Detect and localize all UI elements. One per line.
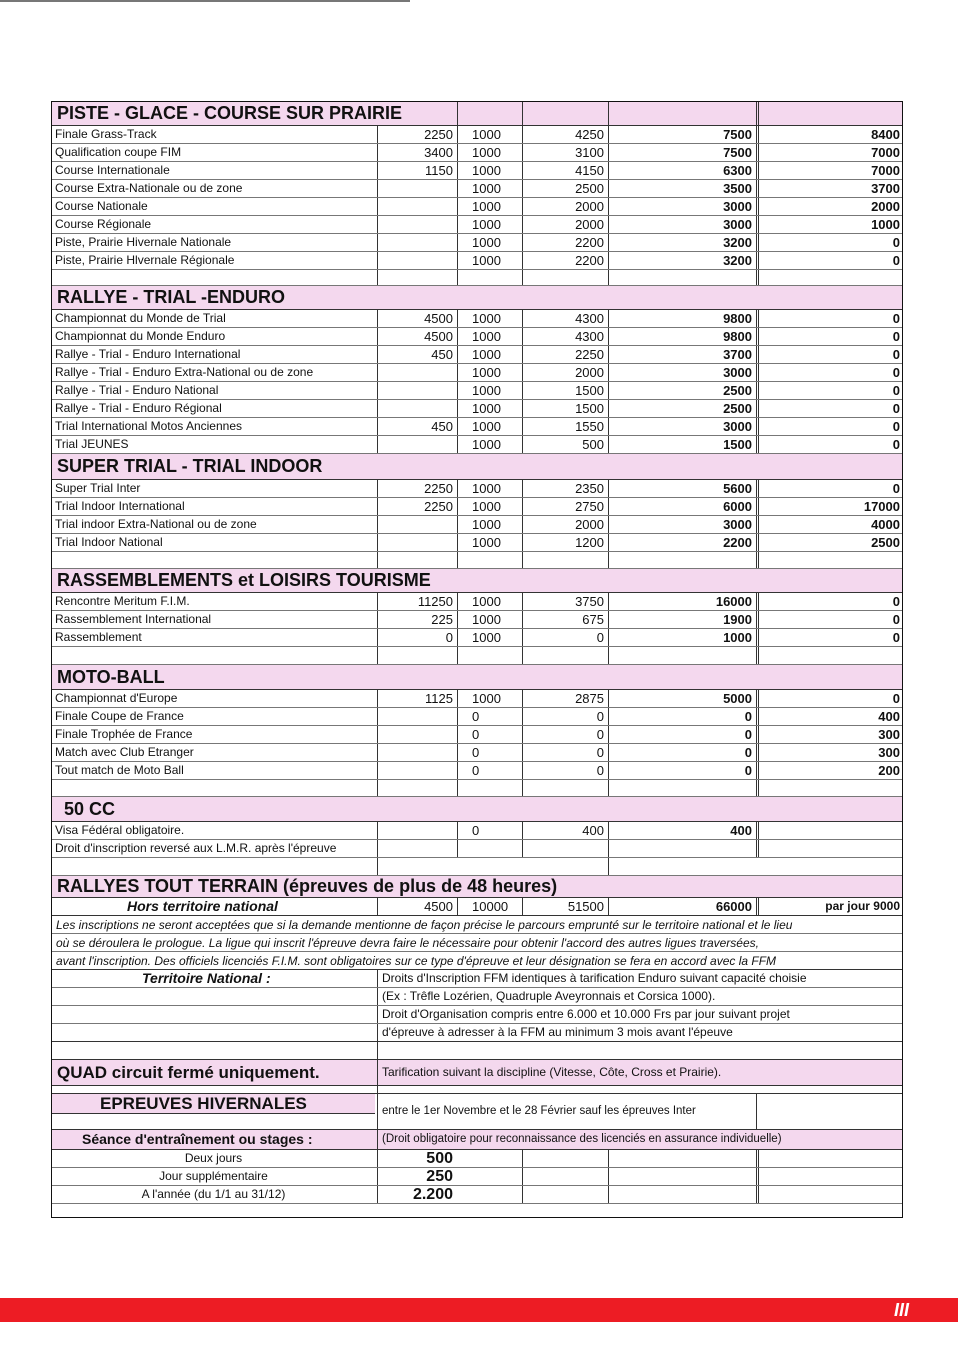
cell: 4150 [522, 162, 608, 179]
table-row [52, 382, 902, 400]
hivernales-text: entre le 1er Novembre et le 28 Février sauf les épreuves Inter [377, 1094, 757, 1129]
cell: 0 [756, 436, 903, 453]
table-row [52, 252, 902, 270]
cell: 7000 [756, 144, 903, 161]
cell: 0 [457, 708, 522, 725]
section-title: RASSEMBLEMENTS et LOISIRS TOURISME [57, 570, 431, 590]
cell: 500 [522, 436, 608, 453]
cell: 0 [608, 708, 756, 725]
cell: 3100 [522, 144, 608, 161]
section-title: PISTE - GLACE - COURSE SUR PRAIRIE [57, 103, 403, 123]
cell [522, 840, 608, 857]
cell [377, 516, 457, 533]
cell: 8400 [756, 126, 903, 143]
table-row [52, 180, 902, 198]
table-row [52, 516, 902, 534]
cell: 1000 [457, 346, 522, 363]
cell: 3200 [608, 252, 756, 269]
cell: 1000 [457, 216, 522, 233]
cell: 0 [608, 744, 756, 761]
cell: 4300 [522, 310, 608, 327]
row-label: Finale Trophée de France [55, 727, 193, 741]
cell: 0 [377, 629, 457, 646]
cell: 1000 [457, 328, 522, 345]
note-line: où se déroulera le prologue. La ligue qui inscrit l'épreuve devra faire le nécessaire pour obtenir l'accord des autres ligues traversées, [52, 934, 902, 952]
section-title: SUPER TRIAL - TRIAL INDOOR [57, 456, 323, 476]
table-row [52, 436, 902, 454]
row-label: Rencontre Meritum F.I.M. [55, 594, 190, 608]
cell: 6300 [608, 162, 756, 179]
row-label: Droit d'inscription reversé aux L.M.R. après l'épreuve [55, 841, 337, 855]
table-row [52, 418, 902, 436]
cell: 6000 [608, 498, 756, 515]
cell: 10000 [457, 898, 522, 915]
cell: 1000 [457, 180, 522, 197]
cell: 3000 [608, 516, 756, 533]
cell: 2750 [522, 498, 608, 515]
cell [377, 180, 457, 197]
cell [377, 400, 457, 417]
cell: 16000 [608, 593, 756, 610]
row-label: Tout match de Moto Ball [55, 763, 184, 777]
cell: 1000 [457, 516, 522, 533]
table-row [52, 310, 902, 328]
cell: 300 [756, 744, 903, 761]
row-label: Course Extra-Nationale ou de zone [55, 181, 243, 195]
territoire-line: Droit d'Organisation compris entre 6.000 et 10.000 Frs par jour suivant projet [377, 1006, 902, 1023]
row-label: Rallye - Trial - Enduro National [55, 383, 219, 397]
cell: 0 [756, 252, 903, 269]
cell: 1000 [608, 629, 756, 646]
cell: 1000 [457, 629, 522, 646]
row-label: Trial Indoor International [55, 499, 185, 513]
note-line: avant l'inscription. Des officiels licenciés F.I.M. sont obligatoires sur ce type d'épreuve et leur désignation se fera en accord avec la FFM [52, 952, 902, 970]
page-number: III [893, 1300, 909, 1320]
cell: 2000 [756, 198, 903, 215]
table-row [52, 198, 902, 216]
cell: 3000 [608, 418, 756, 435]
table-row [52, 690, 902, 708]
table-row [52, 216, 902, 234]
cell: 4500 [377, 898, 457, 915]
row-label: Trial Indoor National [55, 535, 163, 549]
cell: 4300 [522, 328, 608, 345]
row-label: A l'année (du 1/1 au 31/12) [141, 1187, 286, 1201]
cell: 2000 [522, 516, 608, 533]
cell: 3200 [608, 234, 756, 251]
cell [756, 822, 903, 839]
cell: 0 [522, 744, 608, 761]
cell: 3700 [608, 346, 756, 363]
cell: 0 [608, 726, 756, 743]
cell: 0 [522, 762, 608, 779]
table-row [52, 328, 902, 346]
section-title: 50 CC [64, 798, 116, 819]
cell: 1000 [457, 418, 522, 435]
seance-title: Séance d'entraînement ou stages : [82, 1131, 313, 1147]
cell: 0 [756, 400, 903, 417]
top-rule [0, 0, 410, 2]
row-label: Championnat d'Europe [55, 691, 178, 705]
cell: 0 [457, 822, 522, 839]
cell: 2500 [608, 382, 756, 399]
cell: 3000 [608, 364, 756, 381]
cell: 0 [522, 726, 608, 743]
rallyes-subtitle: Hors territoire national [127, 898, 278, 914]
cell: 1000 [457, 198, 522, 215]
cell: 0 [756, 690, 903, 707]
cell [377, 364, 457, 381]
row-label: Super Trial Inter [55, 481, 141, 495]
cell: 400 [608, 822, 756, 839]
cell: par jour 9000 [756, 898, 903, 915]
cell: 3750 [522, 593, 608, 610]
cell: 0 [756, 611, 903, 628]
rallyes-header [52, 876, 902, 898]
cell: 2000 [522, 198, 608, 215]
cell: 0 [756, 346, 903, 363]
table-row [52, 162, 902, 180]
quad-title: QUAD circuit fermé uniquement. [57, 1062, 320, 1082]
section-header [52, 797, 902, 822]
territoire-line: d'épreuve à adresser à la FFM au minimum 3 mois avant l'épeuve [377, 1024, 902, 1041]
cell: 2500 [608, 400, 756, 417]
seance-text: (Droit obligatoire pour reconnaissance des licenciés en assurance individuelle) [377, 1130, 902, 1149]
cell: 0 [608, 762, 756, 779]
cell: 200 [756, 762, 903, 779]
table-row [52, 593, 902, 611]
territoire-line: (Ex : Trêfle Lozérien, Quadruple Aveyronnais et Corsica 1000). [377, 988, 902, 1005]
cell [457, 840, 522, 857]
cell: 17000 [756, 498, 903, 515]
row-label: Championnat du Monde Enduro [55, 329, 226, 343]
cell: 1000 [457, 611, 522, 628]
cell: 2500 [522, 180, 608, 197]
cell: 1500 [608, 436, 756, 453]
cell: 0 [457, 762, 522, 779]
cell [377, 216, 457, 233]
section-title: RALLYE - TRIAL -ENDURO [57, 287, 286, 307]
cell: 2350 [522, 480, 608, 497]
row-label: Course Nationale [55, 199, 148, 213]
hivernales-row [52, 1094, 902, 1130]
seance-row [52, 1130, 902, 1150]
territoire-row [52, 970, 902, 988]
table-row [52, 840, 902, 858]
cell: 1000 [457, 310, 522, 327]
cell: 5600 [608, 480, 756, 497]
cell [377, 726, 457, 743]
cell: 1150 [377, 162, 457, 179]
cell: 3000 [608, 216, 756, 233]
table-row [52, 744, 902, 762]
table-row [52, 1150, 902, 1168]
cell: 675 [522, 611, 608, 628]
cell: 7500 [608, 144, 756, 161]
cell: 0 [756, 234, 903, 251]
cell: 400 [522, 822, 608, 839]
cell: 2250 [377, 498, 457, 515]
cell: 500 [377, 1150, 457, 1167]
section-header [52, 286, 902, 310]
cell: 450 [377, 346, 457, 363]
cell [377, 436, 457, 453]
cell: 3700 [756, 180, 903, 197]
section-title: MOTO-BALL [57, 666, 165, 687]
cell: 0 [756, 629, 903, 646]
cell: 1000 [457, 534, 522, 551]
table-row [52, 534, 902, 552]
cell: 1900 [608, 611, 756, 628]
cell: 450 [377, 418, 457, 435]
cell: 2.200 [377, 1186, 457, 1203]
table-row [52, 629, 902, 647]
row-label: Piste, Prairie Hivernale Nationale [55, 235, 232, 249]
cell: 2250 [377, 126, 457, 143]
rallyes-title: RALLYES TOUT TERRAIN (épreuves de plus de 48 heures) [57, 876, 558, 896]
cell [377, 840, 457, 857]
cell: 0 [756, 382, 903, 399]
cell: 0 [756, 364, 903, 381]
cell: 400 [756, 708, 903, 725]
row-label: Rassemblement International [55, 612, 212, 626]
cell: 1000 [457, 400, 522, 417]
cell: 11250 [377, 593, 457, 610]
row-label: Rassemblement [55, 630, 142, 644]
cell: 3500 [608, 180, 756, 197]
cell: 0 [756, 593, 903, 610]
hivernales-title: EPREUVES HIVERNALES [52, 1094, 375, 1114]
row-label: Rallye - Trial - Enduro International [55, 347, 241, 361]
cell: 7000 [756, 162, 903, 179]
cell: 51500 [522, 898, 608, 915]
cell: 4500 [377, 328, 457, 345]
cell: 1500 [522, 382, 608, 399]
cell [377, 744, 457, 761]
cell: 0 [457, 744, 522, 761]
cell: 1500 [522, 400, 608, 417]
cell [377, 708, 457, 725]
cell: 4500 [377, 310, 457, 327]
cell: 2000 [522, 216, 608, 233]
table-row [52, 1168, 902, 1186]
cell: 0 [756, 418, 903, 435]
cell: 1000 [756, 216, 903, 233]
cell: 4250 [522, 126, 608, 143]
cell: 1200 [522, 534, 608, 551]
cell [377, 234, 457, 251]
cell [377, 762, 457, 779]
cell: 9800 [608, 310, 756, 327]
cell: 1000 [457, 364, 522, 381]
table-row [52, 480, 902, 498]
cell [377, 382, 457, 399]
tariff-table [51, 101, 903, 1218]
cell: 1550 [522, 418, 608, 435]
row-label: Rallye - Trial - Enduro Extra-National ou de zone [55, 365, 314, 379]
cell: 2250 [522, 346, 608, 363]
row-label: Championnat du Monde de Trial [55, 311, 226, 325]
cell: 9800 [608, 328, 756, 345]
section-header [52, 102, 902, 126]
table-row [52, 726, 902, 744]
cell: 1000 [457, 144, 522, 161]
row-label: Trial indoor Extra-National ou de zone [55, 517, 257, 531]
table-row [52, 762, 902, 780]
cell [377, 198, 457, 215]
table-row [52, 708, 902, 726]
cell: 0 [522, 708, 608, 725]
row-label: Finale Grass-Track [55, 127, 157, 141]
cell [608, 840, 756, 857]
table-row [52, 234, 902, 252]
cell: 1000 [457, 234, 522, 251]
row-label: Deux jours [184, 1151, 243, 1165]
cell: 1000 [457, 498, 522, 515]
cell: 2250 [377, 480, 457, 497]
table-row [52, 346, 902, 364]
cell: 1000 [457, 480, 522, 497]
quad-text: Tarification suivant la discipline (Vitesse, Côte, Cross et Prairie). [377, 1060, 902, 1085]
table-row [52, 498, 902, 516]
row-label: Rallye - Trial - Enduro Régional [55, 401, 222, 415]
cell [377, 822, 457, 839]
cell: 1125 [377, 690, 457, 707]
row-label: Course Internationale [55, 163, 170, 177]
cell: 2875 [522, 690, 608, 707]
row-label: Trial JEUNES [55, 437, 129, 451]
row-label: Match avec Club Etranger [55, 745, 194, 759]
cell: 2000 [522, 364, 608, 381]
cell [756, 840, 903, 857]
cell: 5000 [608, 690, 756, 707]
bottom-stripe [0, 1298, 958, 1322]
cell: 2200 [522, 252, 608, 269]
row-label: Trial International Motos Anciennes [55, 419, 242, 433]
cell: 7500 [608, 126, 756, 143]
cell: 1000 [457, 252, 522, 269]
cell [377, 534, 457, 551]
section-header [52, 569, 902, 593]
table-row [52, 126, 902, 144]
section-header [52, 454, 902, 480]
row-label: Piste, Prairie Hlvernale Régionale [55, 253, 235, 267]
cell: 1000 [457, 126, 522, 143]
row-label: Course Régionale [55, 217, 152, 231]
cell: 0 [756, 328, 903, 345]
territoire-line: Droits d'Inscription FFM identiques à tarification Enduro suivant capacité choisie [377, 970, 902, 987]
cell: 1000 [457, 436, 522, 453]
note-line: Les inscriptions ne seront acceptées que si la demande mentionne de façon précise le parcours emprunté sur le territoire national et le lieu [52, 916, 902, 934]
table-row [52, 898, 902, 916]
cell: 1000 [457, 162, 522, 179]
cell: 300 [756, 726, 903, 743]
cell: 250 [377, 1168, 457, 1185]
table-row [52, 144, 902, 162]
quad-row [52, 1060, 902, 1086]
table-row [52, 1186, 902, 1204]
row-label: Qualification coupe FIM [55, 145, 182, 159]
table-row [52, 364, 902, 382]
table-row [52, 611, 902, 629]
row-label: Jour supplémentaire [159, 1169, 268, 1183]
cell: 0 [756, 480, 903, 497]
cell: 3000 [608, 198, 756, 215]
table-row [52, 822, 902, 840]
cell: 1000 [457, 690, 522, 707]
cell: 0 [457, 726, 522, 743]
table-row [52, 400, 902, 418]
cell: 225 [377, 611, 457, 628]
territoire-title: Territoire National : [142, 970, 271, 986]
row-label: Visa Fédéral obligatoire. [55, 823, 185, 837]
cell: 2500 [756, 534, 903, 551]
cell [377, 252, 457, 269]
cell: 1000 [457, 382, 522, 399]
cell: 2200 [608, 534, 756, 551]
cell: 4000 [756, 516, 903, 533]
cell: 2200 [522, 234, 608, 251]
section-header [52, 665, 902, 690]
cell: 0 [756, 310, 903, 327]
row-label: Finale Coupe de France [55, 709, 184, 723]
cell: 0 [522, 629, 608, 646]
cell: 3400 [377, 144, 457, 161]
cell: 66000 [608, 898, 756, 915]
cell: 1000 [457, 593, 522, 610]
